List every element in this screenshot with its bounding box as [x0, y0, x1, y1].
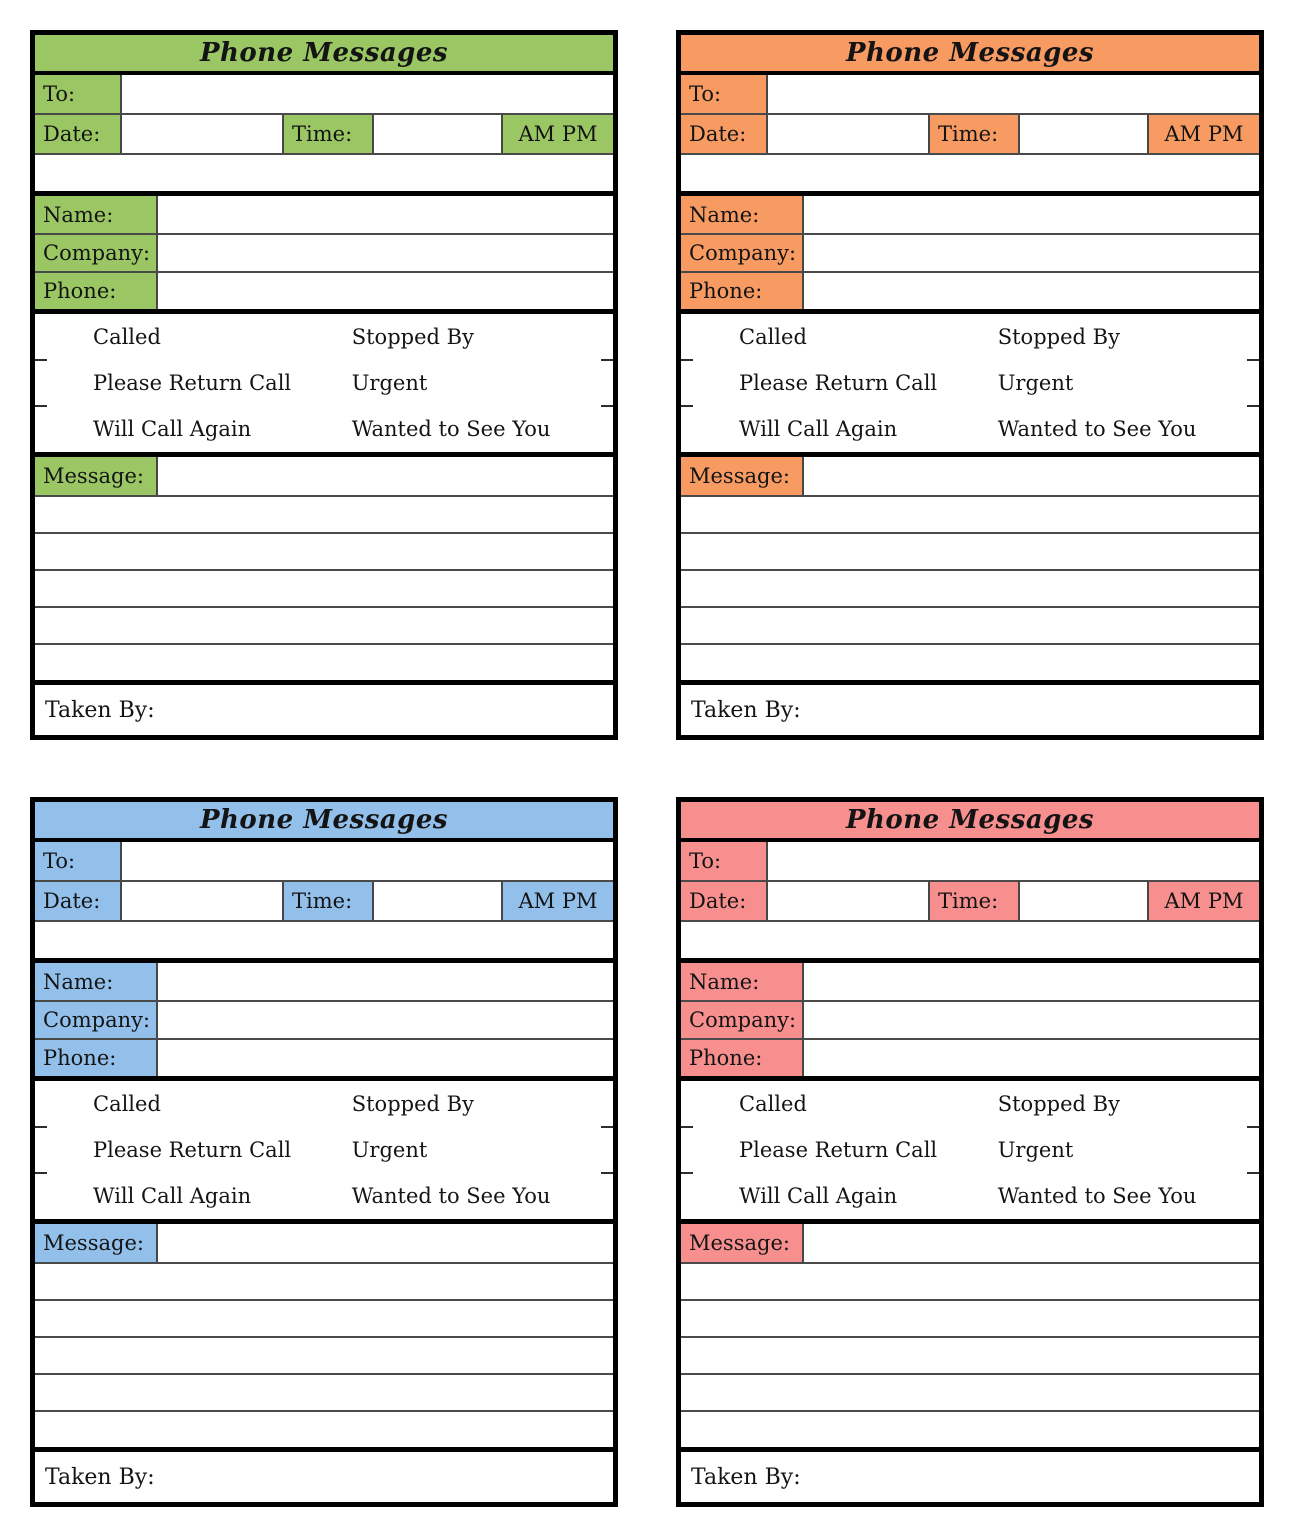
name-input[interactable]: [158, 196, 613, 233]
taken-by-label: Taken By:: [45, 697, 155, 723]
company-label: Company:: [35, 1002, 158, 1038]
option-stopped-by[interactable]: Stopped By: [997, 1092, 1120, 1116]
phone-message-form-blue: [30, 797, 618, 1507]
option-please-return-call[interactable]: Please Return Call: [739, 371, 938, 395]
option-row: [681, 1081, 1259, 1127]
message-label: Message:: [681, 457, 804, 495]
form-title: Phone Messages: [845, 805, 1095, 835]
taken-by-input[interactable]: [155, 685, 613, 735]
to-label: To:: [35, 75, 122, 113]
name-label: Name:: [35, 963, 158, 1000]
option-please-return-call[interactable]: Please Return Call: [93, 371, 292, 395]
to-input[interactable]: [122, 75, 613, 113]
option-please-return-call[interactable]: Please Return Call: [93, 1138, 292, 1162]
message-line[interactable]: [681, 495, 1259, 532]
option-will-call-again[interactable]: Will Call Again: [739, 417, 898, 441]
form-title: Phone Messages: [199, 38, 449, 68]
option-called[interactable]: Called: [739, 1092, 807, 1116]
message-line[interactable]: [681, 643, 1259, 680]
blank-spacer-row[interactable]: [35, 153, 613, 191]
message-label: Message:: [35, 1224, 158, 1262]
taken-by-label: Taken By:: [45, 1464, 155, 1490]
taken-by-input[interactable]: [801, 685, 1259, 735]
option-stopped-by[interactable]: Stopped By: [351, 325, 474, 349]
option-urgent[interactable]: Urgent: [351, 1138, 428, 1162]
option-row: [35, 406, 613, 452]
company-input[interactable]: [804, 235, 1259, 271]
time-input[interactable]: [1020, 115, 1149, 153]
message-line[interactable]: [35, 1299, 613, 1336]
phone-message-form-orange: [676, 30, 1264, 740]
message-line[interactable]: [35, 643, 613, 680]
name-label: Name:: [681, 196, 804, 233]
taken-by-label: Taken By:: [691, 1464, 801, 1490]
option-will-call-again[interactable]: Will Call Again: [739, 1184, 898, 1208]
phone-label: Phone:: [35, 273, 158, 309]
message-input[interactable]: [158, 1224, 613, 1262]
message-line[interactable]: [35, 1262, 613, 1299]
name-input[interactable]: [158, 963, 613, 1000]
option-called[interactable]: Called: [93, 1092, 161, 1116]
form-title-bar: [681, 35, 1259, 75]
option-wanted-to-see-you[interactable]: Wanted to See You: [351, 1184, 551, 1208]
ampm-label: AM PM: [503, 115, 613, 153]
to-label: To:: [681, 75, 768, 113]
company-label: Company:: [681, 235, 804, 271]
form-title-bar: [681, 802, 1259, 842]
taken-by-label: Taken By:: [691, 697, 801, 723]
option-row: [681, 1127, 1259, 1173]
option-row: [681, 360, 1259, 406]
form-title: Phone Messages: [845, 38, 1095, 68]
name-label: Name:: [681, 963, 804, 1000]
phone-input[interactable]: [158, 273, 613, 309]
name-label: Name:: [35, 196, 158, 233]
option-urgent[interactable]: Urgent: [997, 1138, 1074, 1162]
option-wanted-to-see-you[interactable]: Wanted to See You: [997, 1184, 1197, 1208]
time-input[interactable]: [374, 882, 503, 920]
phone-input[interactable]: [804, 273, 1259, 309]
message-line[interactable]: [35, 606, 613, 643]
option-please-return-call[interactable]: Please Return Call: [739, 1138, 938, 1162]
phone-label: Phone:: [681, 273, 804, 309]
option-urgent[interactable]: Urgent: [997, 371, 1074, 395]
message-line[interactable]: [35, 569, 613, 606]
option-row: [35, 1127, 613, 1173]
blank-spacer-row[interactable]: [35, 920, 613, 958]
option-row: [681, 406, 1259, 452]
name-input[interactable]: [804, 196, 1259, 233]
ampm-label: AM PM: [1149, 115, 1259, 153]
option-will-call-again[interactable]: Will Call Again: [93, 1184, 252, 1208]
taken-by-input[interactable]: [801, 1452, 1259, 1502]
phone-label: Phone:: [35, 1040, 158, 1076]
message-line[interactable]: [681, 1299, 1259, 1336]
time-label: Time:: [284, 882, 374, 920]
message-line[interactable]: [681, 1262, 1259, 1299]
form-title: Phone Messages: [199, 805, 449, 835]
message-input[interactable]: [804, 1224, 1259, 1262]
ampm-label: AM PM: [1149, 882, 1259, 920]
call-type-options: [681, 309, 1259, 452]
phone-input[interactable]: [804, 1040, 1259, 1076]
phone-message-form-pink: [676, 797, 1264, 1507]
message-label: Message:: [681, 1224, 804, 1262]
date-label: Date:: [681, 115, 768, 153]
message-line[interactable]: [681, 1336, 1259, 1373]
phone-label: Phone:: [681, 1040, 804, 1076]
call-type-options: [35, 1076, 613, 1219]
message-input[interactable]: [158, 457, 613, 495]
option-called[interactable]: Called: [93, 325, 161, 349]
option-wanted-to-see-you[interactable]: Wanted to See You: [997, 417, 1197, 441]
blank-spacer-row[interactable]: [681, 920, 1259, 958]
message-label: Message:: [35, 457, 158, 495]
to-label: To:: [681, 842, 768, 880]
option-stopped-by[interactable]: Stopped By: [997, 325, 1120, 349]
form-title-bar: [35, 802, 613, 842]
date-label: Date:: [35, 882, 122, 920]
option-will-call-again[interactable]: Will Call Again: [93, 417, 252, 441]
blank-spacer-row[interactable]: [681, 153, 1259, 191]
time-label: Time:: [930, 882, 1020, 920]
time-label: Time:: [284, 115, 374, 153]
message-line[interactable]: [681, 606, 1259, 643]
to-input[interactable]: [768, 842, 1259, 880]
message-line[interactable]: [35, 1336, 613, 1373]
form-title-bar: [35, 35, 613, 75]
phone-input[interactable]: [158, 1040, 613, 1076]
company-label: Company:: [35, 235, 158, 271]
date-input[interactable]: [768, 115, 930, 153]
option-stopped-by[interactable]: Stopped By: [351, 1092, 474, 1116]
message-line[interactable]: [35, 1373, 613, 1410]
call-type-options: [681, 1076, 1259, 1219]
to-input[interactable]: [768, 75, 1259, 113]
message-line[interactable]: [681, 532, 1259, 569]
message-line[interactable]: [35, 495, 613, 532]
company-input[interactable]: [158, 235, 613, 271]
to-input[interactable]: [122, 842, 613, 880]
call-type-options: [35, 309, 613, 452]
message-line[interactable]: [681, 1373, 1259, 1410]
time-input[interactable]: [1020, 882, 1149, 920]
taken-by-input[interactable]: [155, 1452, 613, 1502]
message-line[interactable]: [681, 1410, 1259, 1447]
message-line[interactable]: [35, 1410, 613, 1447]
option-row: [681, 1173, 1259, 1219]
option-wanted-to-see-you[interactable]: Wanted to See You: [351, 417, 551, 441]
date-input[interactable]: [122, 882, 284, 920]
date-input[interactable]: [122, 115, 284, 153]
option-row: [35, 1081, 613, 1127]
option-row: [681, 314, 1259, 360]
option-urgent[interactable]: Urgent: [351, 371, 428, 395]
ampm-label: AM PM: [503, 882, 613, 920]
phone-message-form-green: [30, 30, 618, 740]
message-line[interactable]: [35, 532, 613, 569]
date-input[interactable]: [768, 882, 930, 920]
company-input[interactable]: [158, 1002, 613, 1038]
message-input[interactable]: [804, 457, 1259, 495]
date-label: Date:: [681, 882, 768, 920]
company-input[interactable]: [804, 1002, 1259, 1038]
name-input[interactable]: [804, 963, 1259, 1000]
message-line[interactable]: [681, 569, 1259, 606]
option-row: [35, 360, 613, 406]
company-label: Company:: [681, 1002, 804, 1038]
time-label: Time:: [930, 115, 1020, 153]
time-input[interactable]: [374, 115, 503, 153]
option-called[interactable]: Called: [739, 325, 807, 349]
to-label: To:: [35, 842, 122, 880]
option-row: [35, 1173, 613, 1219]
option-row: [35, 314, 613, 360]
date-label: Date:: [35, 115, 122, 153]
